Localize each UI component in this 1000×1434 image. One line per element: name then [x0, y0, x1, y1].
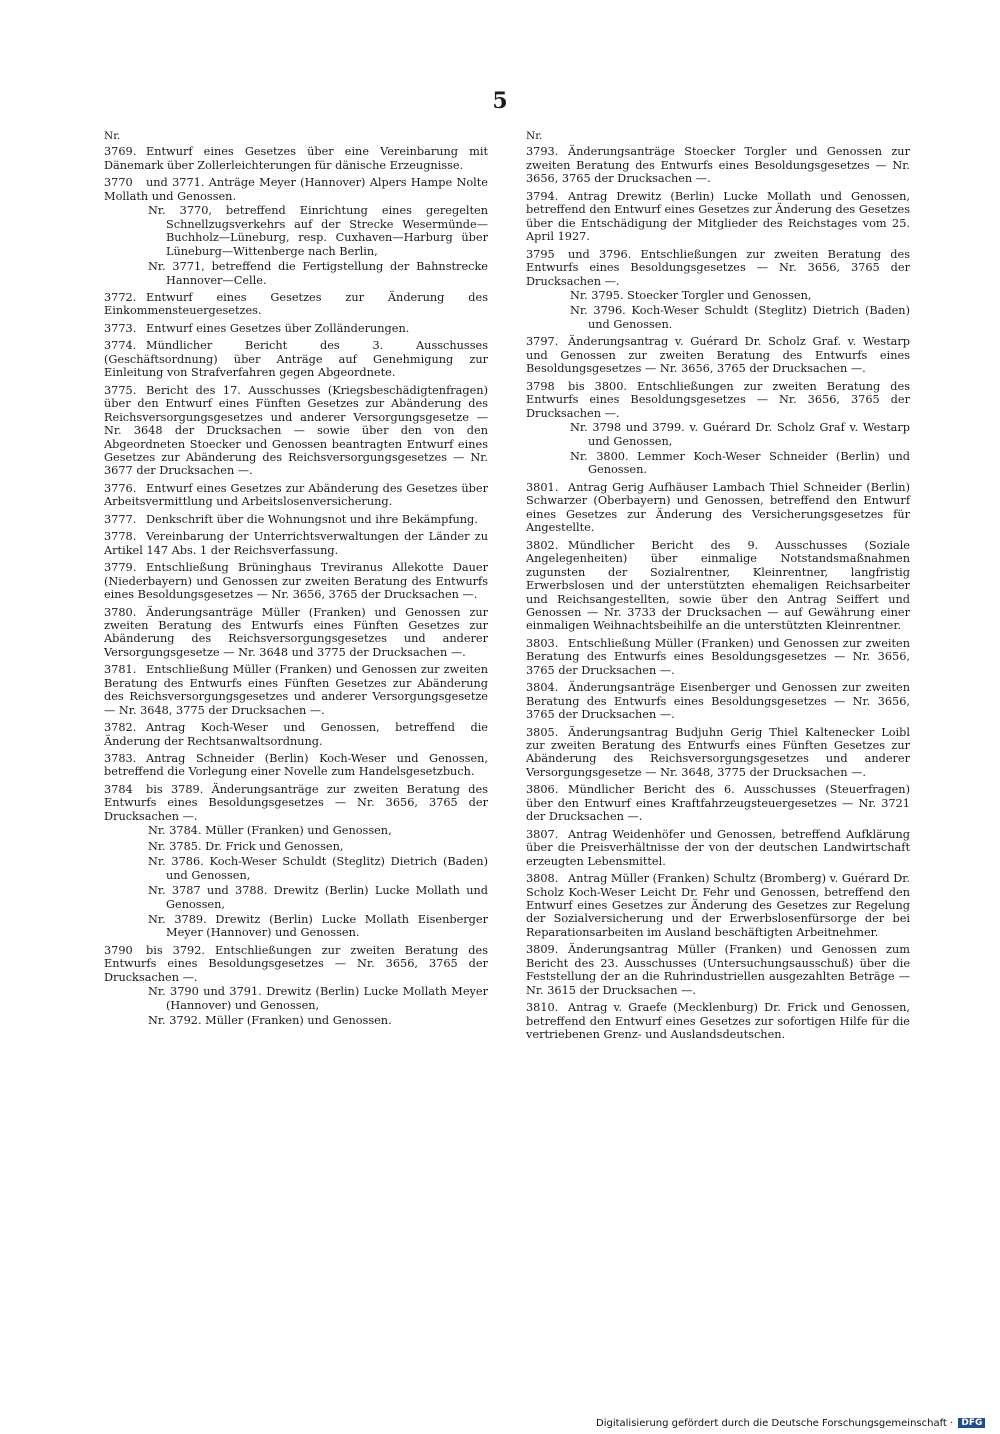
entry-number: 3807. [526, 827, 559, 841]
entry-text: bis 3792. Entschließungen zur zweiten Beratung des Entwurfs eines Besoldungsgesetzes — Nr. 3656, 3765 der Drucksachen —. [104, 943, 488, 984]
list-item [526, 481, 910, 535]
list-item [526, 783, 910, 823]
entry-text: Mündlicher Bericht des 6. Ausschusses (Steuerfragen) über den Entwurf eines Kraftfahrzeugsteuergesetzes — Nr. 3721 der Drucksachen —. [526, 783, 910, 824]
sub-entry: Nr. 3786. Koch-Weser Schuldt (Steglitz) Dietrich (Baden) und Genossen, [148, 855, 488, 882]
list-item [104, 752, 488, 779]
entry-number: 3782. [104, 721, 137, 735]
sub-entry: Nr. 3784. Müller (Franken) und Genossen, [148, 824, 392, 838]
list-item [104, 322, 488, 335]
entry-text: Mündlicher Bericht des 3. Ausschusses (Geschäftsordnung) über Anträge auf Genehmigung zur Einleitung von Strafverfahren gegen Abgeordnete. [104, 339, 488, 380]
entry-text: Vereinbarung der Unterrichtsverwaltungen der Länder zu Artikel 147 Abs. 1 der Reichsverfassung. [104, 530, 488, 557]
list-item [526, 335, 910, 375]
list-item [104, 384, 488, 478]
list-item [526, 681, 910, 721]
entry-number: 3795 [526, 247, 555, 261]
nr-label: Nr. [104, 130, 121, 142]
entry-text: Mündlicher Bericht des 9. Ausschusses (Soziale Angelegenheiten) über einmalige Notstandsmaßnahmen zugunsten der Sozialrentner, Kleinrentner, langfristig Erwerbslosen und der unterstützten ehemaligen Reichsarbeiter und Reichsangestellten, sowie über den Antrag Seiffert und Genossen — Nr. 3733 der Drucksachen — auf Gewährung einer einmaligen Weihnachtsbeihilfe an die unterstützten Kleinrentner. [526, 538, 910, 633]
entry-text: Änderungsantrag Budjuhn Gerig Thiel Kaltenecker Loibl zur zweiten Beratung des Entwurfs eines Fünften Gesetzes zur Abänderung des Reichsversorgungsgesetzes und anderer Versorgungsgesetze — Nr. 3648, 3775 der Drucksachen —. [526, 725, 910, 779]
entry-number: 3808. [526, 872, 559, 886]
entry-text: Änderungsantrag Müller (Franken) und Genossen zum Bericht des 23. Ausschusses (Untersuchungsausschuß) über die Feststellung der an die Ruhrindustriellen ausgezahlten Beträge — Nr. 3615 der Drucksachen —. [526, 943, 910, 997]
entry-text: Änderungsanträge Müller (Franken) und Genossen zur zweiten Beratung des Entwurfs eines Fünften Gesetzes zur Abänderung des Reichsversorgungsgesetzes und anderer Versorgungsgesetze — Nr. 3648 und 3775 der Drucksachen —. [104, 605, 488, 659]
sub-entry: Nr. 3790 und 3791. Drewitz (Berlin) Lucke Mollath Meyer (Hannover) und Genossen, [148, 985, 488, 1012]
entry-number: 3784 [104, 782, 133, 796]
list-item [526, 380, 910, 477]
left-column [104, 130, 488, 1032]
sub-entry: Nr. 3785. Dr. Frick und Genossen, [148, 839, 344, 853]
list-item [526, 1001, 910, 1041]
footer: Digitalisierung gefördert durch die Deutsche Forschungsgemeinschaft · DFG [596, 1418, 985, 1429]
entry-text: Bericht des 17. Ausschusses (Kriegsbeschädigtenfragen) über den Entwurf eines Fünften Gesetzes zur Abänderung des Reichsversorgungsgesetzes und anderer Versorgungsgesetze — Nr. 3648 der Drucksachen — sowie über den von den Abgeordneten Stoecker und Genossen beantragten Entwurf eines Gesetzes zur Abänderung des Reichsversorgungsgesetzes — Nr. 3677 der Drucksachen —. [104, 383, 488, 478]
sub-entry: Nr. 3771, betreffend die Fertigstellung der Bahnstrecke Hannover—Celle. [148, 260, 488, 287]
entry-number: 3790 [104, 943, 133, 957]
entry-number: 3802. [526, 538, 559, 552]
entry-number: 3803. [526, 636, 559, 650]
entry-text: bis 3789. Änderungsanträge zur zweiten Beratung des Entwurfs eines Besoldungsgesetzes — Nr. 3656, 3765 der Drucksachen —. [104, 782, 488, 823]
nr-label: Nr. [526, 130, 543, 142]
entry-number: 3774. [104, 339, 137, 353]
list-item [104, 482, 488, 509]
entry-text: Entschließung Brüninghaus Treviranus Allekotte Dauer (Niederbayern) und Genossen zur zweiten Beratung des Entwurfs eines Besoldungsgesetzes — Nr. 3656, 3765 der Drucksachen —. [104, 561, 488, 602]
sub-entry: Nr. 3792. Müller (Franken) und Genossen. [148, 1014, 392, 1028]
page-number: 5 [492, 88, 508, 114]
entry-number: 3779. [104, 561, 137, 575]
list-item [104, 606, 488, 660]
sub-entry: Nr. 3787 und 3788. Drewitz (Berlin) Lucke Mollath und Genossen, [148, 884, 488, 911]
sub-entry: Nr. 3800. Lemmer Koch-Weser Schneider (Berlin) und Genossen. [570, 449, 910, 477]
right-entries [526, 145, 910, 1041]
entry-text: Antrag Gerig Aufhäuser Lambach Thiel Schneider (Berlin) Schwarzer (Oberbayern) und Genossen, betreffend den Entwurf eines Gesetzes zur Änderung des Versicherungsgesetzes für Angestellte. [526, 480, 910, 535]
entry-text: Entwurf eines Gesetzes zur Abänderung des Gesetzes über Arbeitsvermittlung und Arbeitslosenversicherung. [104, 481, 488, 509]
footer-text: Digitalisierung gefördert durch die Deutsche Forschungsgemeinschaft [596, 1418, 947, 1429]
entry-number: 3776. [104, 481, 137, 495]
entry-number: 3804. [526, 681, 559, 695]
entry-text: Antrag Weidenhöfer und Genossen, betreffend Aufklärung über die Preisverhältnisse der von der deutschen Landwirtschaft erzeugten Lebensmittel. [526, 827, 910, 868]
list-item [104, 513, 488, 526]
entry-number: 3805. [526, 725, 559, 739]
list-item [104, 944, 488, 1028]
list-item [104, 783, 488, 940]
list-item [526, 637, 910, 677]
list-item [104, 176, 488, 287]
entry-number: 3809. [526, 943, 559, 957]
entry-number: 3769. [104, 145, 137, 159]
sub-entry: Nr. 3770, betreffend Einrichtung eines geregelten Schnellzugsverkehrs auf der Strecke Wesermünde—Buchholz—Lüneburg, resp. Cuxhaven—Harburg über Lüneburg—Wittenberge nach Berlin, [148, 204, 488, 258]
entry-text: Änderungsantrag v. Guérard Dr. Scholz Graf. v. Westarp und Genossen zur zweiten Beratung des Entwurfs eines Besoldungsgesetzes — Nr. 3656, 3765 der Drucksachen —. [526, 335, 910, 376]
entry-number: 3780. [104, 605, 137, 619]
entry-number: 3798 [526, 379, 555, 393]
entry-number: 3806. [526, 783, 559, 797]
entry-number: 3797. [526, 335, 559, 349]
list-item [104, 721, 488, 748]
entry-text: Entwurf eines Gesetzes zur Änderung des Einkommensteuergesetzes. [104, 290, 488, 318]
entry-text: Antrag Koch-Weser und Genossen, betreffend die Änderung der Rechtsanwaltsordnung. [104, 721, 488, 748]
list-item [104, 339, 488, 379]
entry-number: 3775. [104, 383, 137, 397]
entry-text: Denkschrift über die Wohnungsnot und ihre Bekämpfung. [146, 512, 478, 526]
list-item [104, 291, 488, 318]
list-item [104, 145, 488, 172]
entry-text: Änderungsanträge Stoecker Torgler und Genossen zur zweiten Beratung des Entwurfs eines Besoldungsgesetzes — Nr. 3656, 3765 der Drucksachen —. [526, 145, 910, 186]
list-item [526, 248, 910, 332]
dfg-logo: DFG [958, 1418, 985, 1428]
sub-entry: Nr. 3796. Koch-Weser Schuldt (Steglitz) Dietrich (Baden) und Genossen. [570, 304, 910, 331]
sub-entry: Nr. 3795. Stoecker Torgler und Genossen, [570, 288, 812, 302]
entry-number: 3781. [104, 663, 137, 677]
entry-number: 3801. [526, 480, 559, 494]
entry-text: Änderungsanträge Eisenberger und Genossen zur zweiten Beratung des Entwurfs eines Besoldungsgesetzes — Nr. 3656, 3765 der Drucksachen —. [526, 681, 910, 722]
entry-number: 3794. [526, 189, 559, 203]
list-item [104, 530, 488, 557]
list-item [526, 943, 910, 997]
list-item [526, 190, 910, 244]
list-item [526, 872, 910, 939]
entry-number: 3777. [104, 512, 137, 526]
entry-number: 3773. [104, 321, 137, 335]
entry-number: 3770 [104, 176, 133, 190]
list-item [526, 726, 910, 780]
entry-text: Antrag v. Graefe (Mecklenburg) Dr. Frick und Genossen, betreffend den Entwurf eines Gesetzes zur sofortigen Hilfe für die vertriebenen Grenz- und Auslandsdeutschen. [526, 1001, 910, 1042]
sub-entry: Nr. 3789. Drewitz (Berlin) Lucke Mollath Eisenberger Meyer (Hannover) und Genossen. [148, 913, 488, 940]
entry-number: 3793. [526, 145, 559, 159]
entry-number: 3772. [104, 290, 137, 304]
right-column [526, 130, 910, 1046]
entry-text: Entschließung Müller (Franken) und Genossen zur zweiten Beratung des Entwurfs eines Besoldungsgesetzes — Nr. 3656, 3765 der Drucksachen —. [526, 636, 910, 677]
list-item [104, 663, 488, 717]
list-item [526, 828, 910, 868]
entry-text: Entwurf eines Gesetzes über Zolländerungen. [146, 321, 410, 335]
list-item [526, 145, 910, 185]
entry-text: Antrag Schneider (Berlin) Koch-Weser und Genossen, betreffend die Vorlegung einer Novelle zum Handelsgesetzbuch. [104, 752, 488, 779]
entry-text: Antrag Müller (Franken) Schultz (Bromberg) v. Guérard Dr. Scholz Koch-Weser Leicht Dr. Fehr und Genossen, betreffend den Entwurf eines Gesetzes zur Änderung des Gesetzes zur Regelung der Sozialversicherung und der Erwerbslosenfürsorge der bei Reparationsarbeiten im Ausland beschäftigten Arbeitnehmer. [526, 872, 910, 939]
list-item [104, 561, 488, 601]
entry-text: Antrag Drewitz (Berlin) Lucke Mollath und Genossen, betreffend den Entwurf eines Gesetzes zur Änderung des Gesetzes über die Entschädigung der Mitglieder des Reichstages vom 25. April 1927. [526, 189, 910, 244]
entry-text: Entschließung Müller (Franken) und Genossen zur zweiten Beratung des Entwurfs eines Fünften Gesetzes zur Abänderung des Reichsversorgungsgesetzes und anderer Versorgungsgesetze — Nr. 3648, 3775 der Drucksachen —. [104, 663, 488, 717]
left-entries [104, 145, 488, 1027]
sub-entry: Nr. 3798 und 3799. v. Guérard Dr. Scholz Graf v. Westarp und Genossen, [570, 421, 910, 448]
entry-text: bis 3800. Entschließungen zur zweiten Beratung des Entwurfs eines Besoldungsgesetzes — Nr. 3656, 3765 der Drucksachen —. [526, 379, 910, 420]
entry-number: 3778. [104, 530, 137, 544]
entry-text: und 3796. Entschließungen zur zweiten Beratung des Entwurfs eines Besoldungsgesetzes — Nr. 3656, 3765 der Drucksachen —. [526, 247, 910, 288]
entry-text: und 3771. Anträge Meyer (Hannover) Alpers Hampe Nolte Mollath und Genossen. [104, 176, 488, 203]
entry-number: 3810. [526, 1001, 559, 1015]
list-item [526, 539, 910, 633]
entry-text: Entwurf eines Gesetzes über eine Vereinbarung mit Dänemark über Zollerleichterungen für dänische Erzeugnisse. [104, 145, 488, 172]
entry-number: 3783. [104, 752, 137, 766]
